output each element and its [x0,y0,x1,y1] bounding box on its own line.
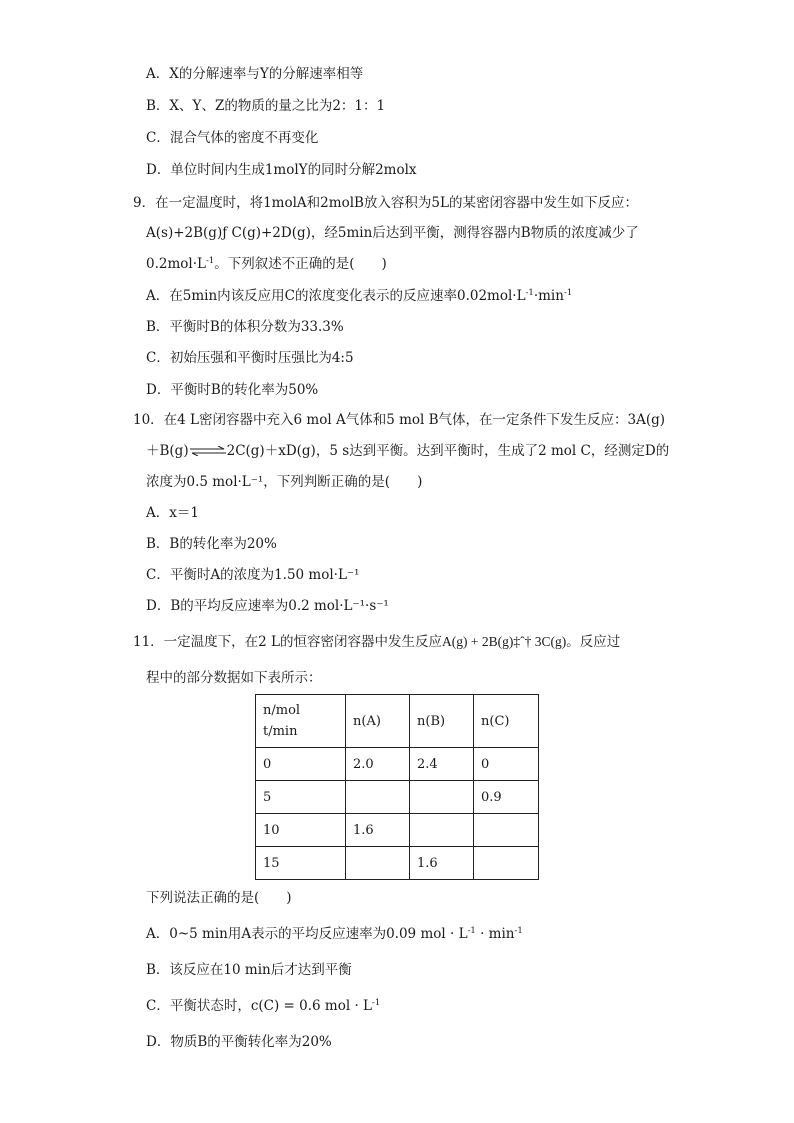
table-header-cell: n(C) [474,695,539,748]
table-cell [346,847,410,880]
table-row [256,814,539,847]
q9-option-b: B．平衡时B的体积分数为33.3% [146,319,344,335]
q10-stem-line2: ＋B(g) 2C(g)＋xD(g)，5 s达到平衡。达到平衡时，生成了2 mol C，经测定D的 [146,441,669,462]
q11-option-a: A．0~5 min用A表示的平均反应速率为0.09 mol · $L^{-1} \cdot \min^{-1}$ [146,926,523,942]
q11-stem-line1: 11．一定温度下，在2 L的恒容密闭容器中发生反应A(g) + 2B(g)‡ˆ† 3C(g)。反应过 [133,634,621,650]
q9-option-d: D．平衡时B的转化率为50% [146,382,319,398]
equilibrium-arrow-icon [189,442,227,462]
q9-option-a: A．在5min内该反应用C的浓度变化表示的反应速率$0.02mol\cdot L^{-1}\cdot\min^{-1}$ [146,288,573,304]
table-cell [410,781,474,814]
table-cell: 0 [474,748,539,781]
table-cell: 0 [256,748,346,781]
q11-option-b: B．该反应在10 min后才达到平衡 [146,962,352,978]
table-cell: 5 [256,781,346,814]
table-row [256,748,539,781]
table-cell [474,847,539,880]
table-cell: 2.4 [410,748,474,781]
table-cell: 1.6 [346,814,410,847]
table-cell: 10 [256,814,346,847]
table-cell [346,781,410,814]
q10-option-d: D．B的平均反应速率为0.2 mol·L⁻¹·s⁻¹ [146,598,389,614]
q8-option-d: D．单位时间内生成1molY的同时分解2molx [146,162,417,178]
q8-option-b: B．X、Y、Z的物质的量之比为2：1：1 [146,98,386,114]
table-row [256,847,539,880]
table-cell: 1.6 [410,847,474,880]
table-header-row [256,695,539,748]
q11-option-c: C．平衡状态时，c(C) = 0.6 mol · $L^{-1}$ [146,998,381,1014]
table-row [256,781,539,814]
table-corner-cell: n/mol t/min [256,695,346,748]
q9-stem-line2: A(s)+2B(g)ƒ C(g)+2D(g)，经5min后达到平衡，测得容器内B物质的浓度减少了 [146,225,639,241]
q10-stem-line3: 浓度为0.5 mol·L⁻¹，下列判断正确的是( ) [146,474,423,490]
q10-option-c: C．平衡时A的浓度为1.50 mol·L⁻¹ [146,567,360,583]
q11-prompt: 下列说法正确的是( ) [146,890,292,906]
q9-stem-line1: 9．在一定温度时，将1molA和2molB放入容积为5L的某密闭容器中发生如下反应： [133,195,638,211]
table-cell [410,814,474,847]
table-cell: 2.0 [346,748,410,781]
q8-option-c: C．混合气体的密度不再变化 [146,130,319,146]
q11-equation: A(g) + 2B(g)‡ˆ† 3C(g) [442,634,567,649]
q10-option-b: B．B的转化率为20% [146,536,277,552]
q11-option-d: D．物质B的平衡转化率为20% [146,1034,332,1050]
table-header-cell: n(A) [346,695,410,748]
table-cell [474,814,539,847]
q9-option-c: C．初始压强和平衡时压强比为4:5 [146,350,354,366]
q10-option-a: A．x＝1 [146,505,199,521]
q9-stem-line3: $0.2mol\cdot L^{-1}$。下列叙述不正确的是( ) [146,256,387,272]
q8-option-a: A．X的分解速率与Y的分解速率相等 [146,66,364,82]
table-header-cell: n(B) [410,695,474,748]
q10-stem-line1: 10．在4 L密闭容器中充入6 mol A气体和5 mol B气体，在一定条件下发生反应：3A(g) [133,412,666,428]
table-cell: 0.9 [474,781,539,814]
q11-stem-line2: 程中的部分数据如下表所示： [146,670,322,686]
q11-data-table [255,694,539,880]
table-cell: 15 [256,847,346,880]
